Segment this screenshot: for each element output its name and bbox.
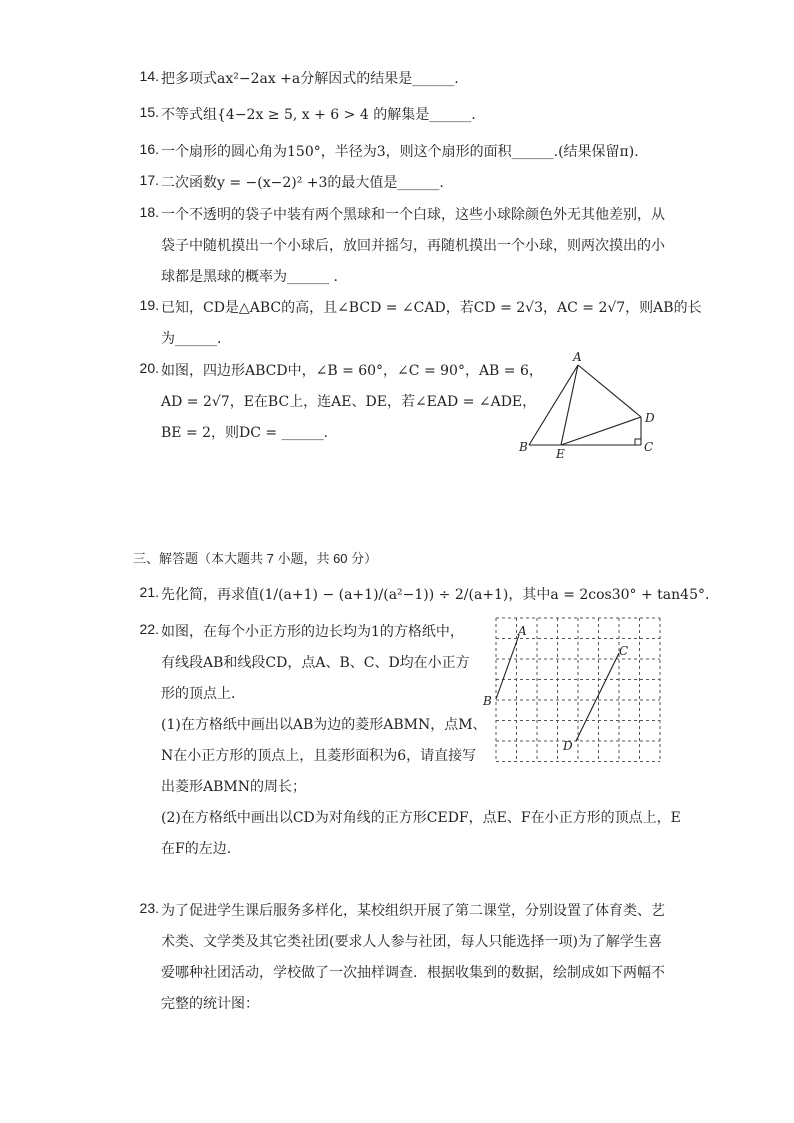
question-text-line: AD = 2√7，E在BC上，连AE、DE，若∠EAD = ∠ADE， — [161, 394, 537, 410]
label-e: E — [556, 447, 565, 460]
question-text-line: 在F的左边. — [161, 841, 232, 857]
question-text: 先化简，再求值(1/(a+1) − (a+1)/(a²−1)) ÷ 2/(a+1)，其中a = 2cos30° + tan45°. — [161, 587, 710, 603]
segment-ae — [561, 365, 578, 445]
question-text-line: 已知，CD是△ABC的高，且∠BCD = ∠CAD，若CD = 2√3，AC = 2√7，则AB的长 — [161, 300, 702, 316]
question-text: 一个扇形的圆心角为150°，半径为3，则这个扇形的面积______.(结果保留π). — [161, 144, 639, 160]
label-b: B — [519, 440, 528, 454]
segment-cd — [576, 653, 619, 741]
section-title: 三、解答题（本大题共 7 小题，共 60 分） — [133, 551, 378, 566]
question-text-line: 为了促进学生课后服务多样化，某校组织开展了第二课堂，分别设置了体育类、艺 — [161, 903, 665, 919]
segment-ab — [529, 365, 578, 445]
question-text-line: 完整的统计图： — [161, 996, 259, 1012]
question-number: 18. — [139, 204, 159, 220]
question-text: 不等式组{4−2x ≥ 5, x + 6 > 4 的解集是______. — [161, 107, 476, 123]
label-a: A — [573, 350, 582, 364]
question-text-line: (2)在方格纸中画出以CD为对角线的正方形CEDF，点E、F在小正方形的顶点上，E — [161, 810, 681, 826]
figure-grid — [482, 612, 662, 782]
question-text-line: 如图，四边形ABCD中，∠B = 60°，∠C = 90°，AB = 6， — [161, 363, 543, 379]
question-text-line: N在小正方形的顶点上，且菱形面积为6，请直接写 — [161, 748, 477, 764]
question-number: 17. — [139, 172, 159, 188]
question-number: 16. — [139, 141, 159, 157]
question-number: 15. — [139, 104, 159, 120]
question-text-line: BE = 2，则DC = ______. — [161, 425, 329, 441]
question-number: 23. — [139, 900, 159, 916]
question-text-line: 如图，在每个小正方形的边长均为1的方格纸中， — [161, 624, 464, 640]
question-text-line: 出菱形ABMN的周长； — [161, 779, 306, 795]
question-text-line: 爱哪种社团活动，学校做了一次抽样调查．根据收集到的数据，绘制成如下两幅不 — [161, 965, 665, 981]
question-number: 19. — [139, 297, 159, 313]
question-text: 二次函数y = −(x−2)² +3的最大值是______. — [161, 175, 444, 191]
question-number: 20. — [139, 360, 159, 376]
label-d: D — [563, 739, 573, 753]
label-a: A — [518, 624, 527, 638]
question-text-line: 有线段AB和线段CD，点A、B、C、D均在小正方 — [161, 655, 470, 671]
dashed-grid — [496, 618, 660, 762]
figure-quadrilateral-abcd — [515, 345, 665, 460]
right-angle-mark — [635, 439, 641, 445]
question-text-line: (1)在方格纸中画出以AB为边的菱形ABMN，点M、 — [161, 717, 487, 733]
label-c: C — [644, 440, 654, 454]
question-text: 把多项式ax²−2ax +a分解因式的结果是______. — [161, 71, 459, 87]
segment-ab — [496, 635, 519, 699]
question-text-line: 为______. — [161, 331, 222, 347]
question-text-line: 形的顶点上． — [161, 686, 245, 702]
question-number: 21. — [139, 584, 159, 600]
question-text-line: 球都是黑球的概率为______ . — [161, 269, 338, 285]
question-number: 14. — [139, 68, 159, 84]
label-c: C — [619, 644, 629, 658]
segment-de — [561, 417, 641, 445]
question-text-line: 术类、文学类及其它类社团(要求人人参与社团，每人只能选择一项)为了解学生喜 — [161, 934, 662, 950]
question-text-line: 袋子中随机摸出一个小球后，放回并摇匀，再随机摸出一个小球，则两次摸出的小 — [161, 238, 665, 254]
label-b: B — [483, 694, 492, 708]
segment-ad — [578, 365, 641, 417]
label-d: D — [645, 411, 655, 425]
question-text-line: 一个不透明的袋子中装有两个黑球和一个白球，这些小球除颜色外无其他差别，从 — [161, 207, 665, 223]
question-number: 22. — [139, 621, 159, 637]
